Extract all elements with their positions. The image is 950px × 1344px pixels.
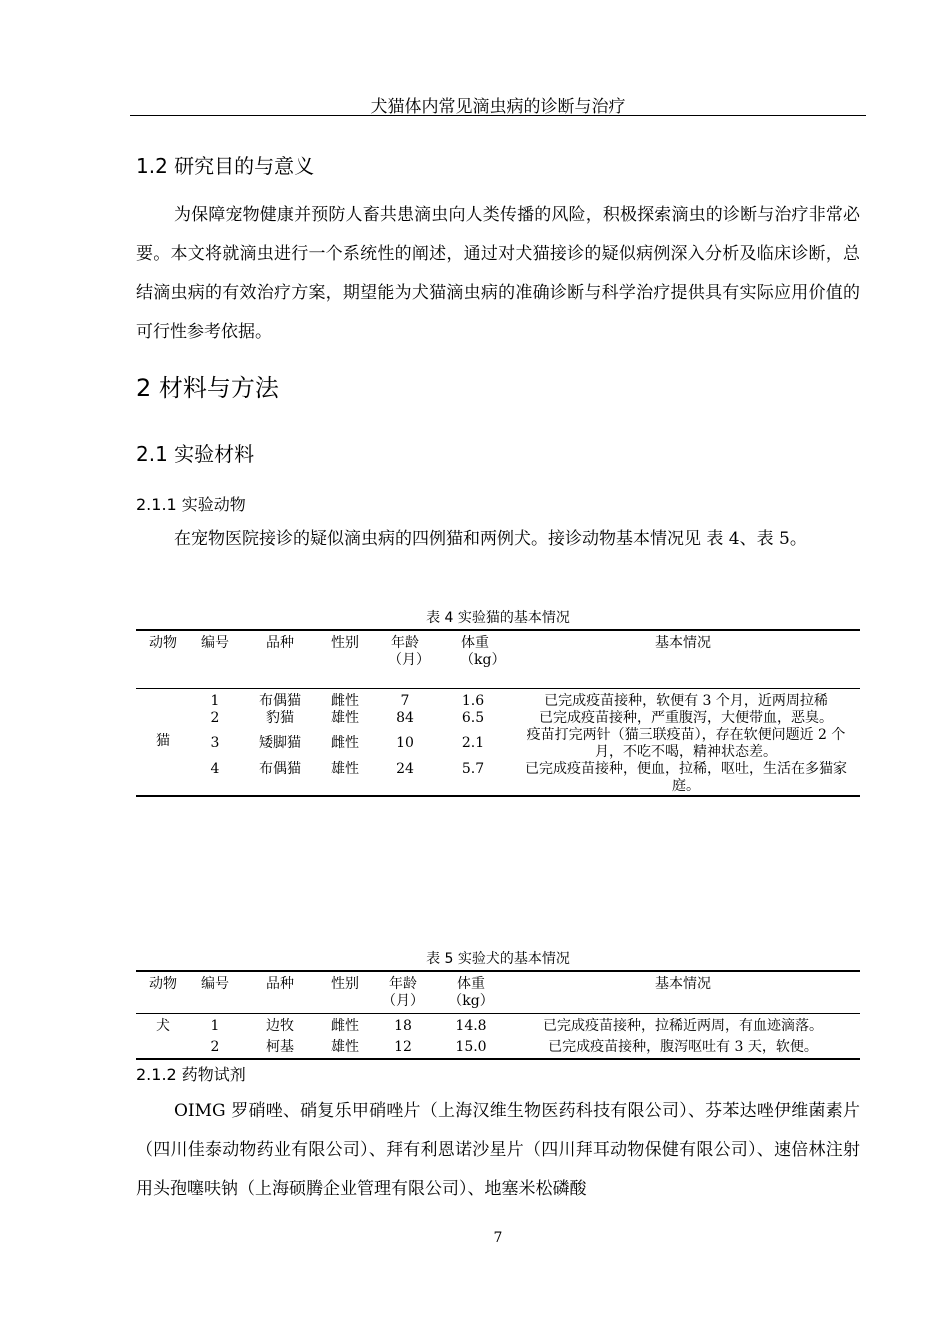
table-cell: 疫苗打完两针（猫三联疫苗），存在软便问题近 2 个月，不吃不喝，精神状态差。 xyxy=(526,726,846,760)
col-header-weight: 体重（kg） xyxy=(448,976,494,1009)
section-heading-2: 2 材料与方法 xyxy=(136,374,279,402)
table-cell-animal: 猫 xyxy=(156,733,170,749)
col-header-animal: 动物 xyxy=(149,976,177,992)
table-cell: 豹猫 xyxy=(266,709,294,726)
table-cell: 布偶猫 xyxy=(259,760,301,777)
table-row xyxy=(136,761,860,796)
table-cell: 4 xyxy=(210,760,220,777)
table-cell: 边牧 xyxy=(266,1017,294,1034)
table-cell: 雌性 xyxy=(331,1017,359,1034)
table-cell: 雄性 xyxy=(331,709,359,726)
table-cell: 已完成疫苗接种，严重腹泻，大便带血，恶臭。 xyxy=(539,709,833,726)
table-5-caption: 表 5 实验犬的基本情况 xyxy=(426,951,570,967)
table-cell: 雌性 xyxy=(331,735,359,751)
section-2-1-1-paragraph: 在宠物医院接诊的疑似滴虫病的四例猫和两例犬。接诊动物基本情况见 表 4、表 5。 xyxy=(174,529,807,549)
table-cell: 24 xyxy=(396,760,414,777)
table-row xyxy=(136,1013,860,1035)
table-5 xyxy=(136,970,860,1060)
table-cell: 12 xyxy=(394,1038,412,1055)
header-divider xyxy=(130,115,866,116)
col-header-description: 基本情况 xyxy=(655,635,711,651)
table-cell: 1 xyxy=(210,1017,220,1034)
col-header-id: 编号 xyxy=(201,635,229,651)
col-header-animal: 动物 xyxy=(149,635,177,651)
table-cell-animal: 犬 xyxy=(156,1017,170,1034)
table-cell: 3 xyxy=(210,735,220,751)
table-cell: 已完成疫苗接种，腹泻呕吐有 3 天，软便。 xyxy=(548,1038,818,1055)
table-cell: 1 xyxy=(210,692,220,709)
table-cell: 雄性 xyxy=(331,760,359,777)
table-cell: 矮脚猫 xyxy=(259,735,301,751)
section-2-1-2-paragraph: OIMG 罗硝唑、硝复乐甲硝唑片（上海汉维生物医药科技有限公司）、芬苯达唑伊维菌素片（四川佳泰动物药业有限公司）、拜有利恩诺沙星片（四川拜耳动物保健有限公司）、速倍林注射用头孢噻呋钠（上海硕腾企业管理有限公司）、地塞米松磷酸 xyxy=(136,1101,860,1199)
table-cell: 15.0 xyxy=(455,1038,487,1055)
table-cell: 18 xyxy=(394,1017,412,1034)
col-header-sex: 性别 xyxy=(331,635,359,651)
table-cell: 2 xyxy=(210,1038,220,1055)
table-row xyxy=(136,710,860,727)
table-cell: 14.8 xyxy=(455,1017,487,1034)
col-header-breed: 品种 xyxy=(266,635,294,651)
table-cell: 已完成疫苗接种，拉稀近两周，有血迹滴落。 xyxy=(543,1017,823,1034)
table-4 xyxy=(136,629,860,797)
section-heading-2-1-2: 2.1.2 药物试剂 xyxy=(136,1065,246,1084)
table-cell: 已完成疫苗接种，便血，拉稀，呕吐，生活在多猫家庭。 xyxy=(525,760,847,794)
table-cell: 布偶猫 xyxy=(259,692,301,709)
section-1-2-paragraph: 为保障宠物健康并预防人畜共患滴虫向人类传播的风险，积极探索滴虫的诊断与治疗非常必要。本文将就滴虫进行一个系统性的阐述，通过对犬猫接诊的疑似病例深入分析及临床诊断，总结滴虫病的有效治疗方案，期望能为犬猫滴虫病的准确诊断与科学治疗提供具有实际应用价值的可行性参考依据。 xyxy=(136,205,860,342)
table-cell: 2.1 xyxy=(461,735,485,751)
section-heading-2-1-1: 2.1.1 实验动物 xyxy=(136,495,246,514)
table-cell: 6.5 xyxy=(461,709,485,726)
running-header: 犬猫体内常见滴虫病的诊断与治疗 xyxy=(370,97,626,117)
table-row xyxy=(136,727,860,761)
page-number: 7 xyxy=(493,1230,503,1246)
col-header-breed: 品种 xyxy=(266,976,294,992)
col-header-age: 年龄（月） xyxy=(388,635,430,668)
table-row xyxy=(136,1035,860,1059)
table-cell: 5.7 xyxy=(461,760,485,777)
col-header-weight: 体重（kg） xyxy=(460,635,506,668)
table-cell: 10 xyxy=(396,735,414,751)
table-cell: 2 xyxy=(210,709,220,726)
col-header-description: 基本情况 xyxy=(655,976,711,992)
col-header-sex: 性别 xyxy=(331,976,359,992)
table-cell: 雌性 xyxy=(331,692,359,709)
table-cell: 雄性 xyxy=(331,1038,359,1055)
section-heading-2-1: 2.1 实验材料 xyxy=(136,442,255,466)
table-row xyxy=(136,688,860,710)
table-cell: 7 xyxy=(400,692,410,709)
table-cell: 已完成疫苗接种，软便有 3 个月，近两周拉稀 xyxy=(544,692,828,709)
table-4-header-row xyxy=(136,630,860,688)
col-header-id: 编号 xyxy=(201,976,229,992)
table-cell: 1.6 xyxy=(461,692,485,709)
table-5-header-row xyxy=(136,971,860,1013)
table-cell: 84 xyxy=(396,709,414,726)
table-4-caption: 表 4 实验猫的基本情况 xyxy=(426,610,570,626)
table-cell: 柯基 xyxy=(266,1038,294,1055)
section-heading-1-2: 1.2 研究目的与意义 xyxy=(136,154,315,178)
col-header-age: 年龄（月） xyxy=(382,976,424,1009)
